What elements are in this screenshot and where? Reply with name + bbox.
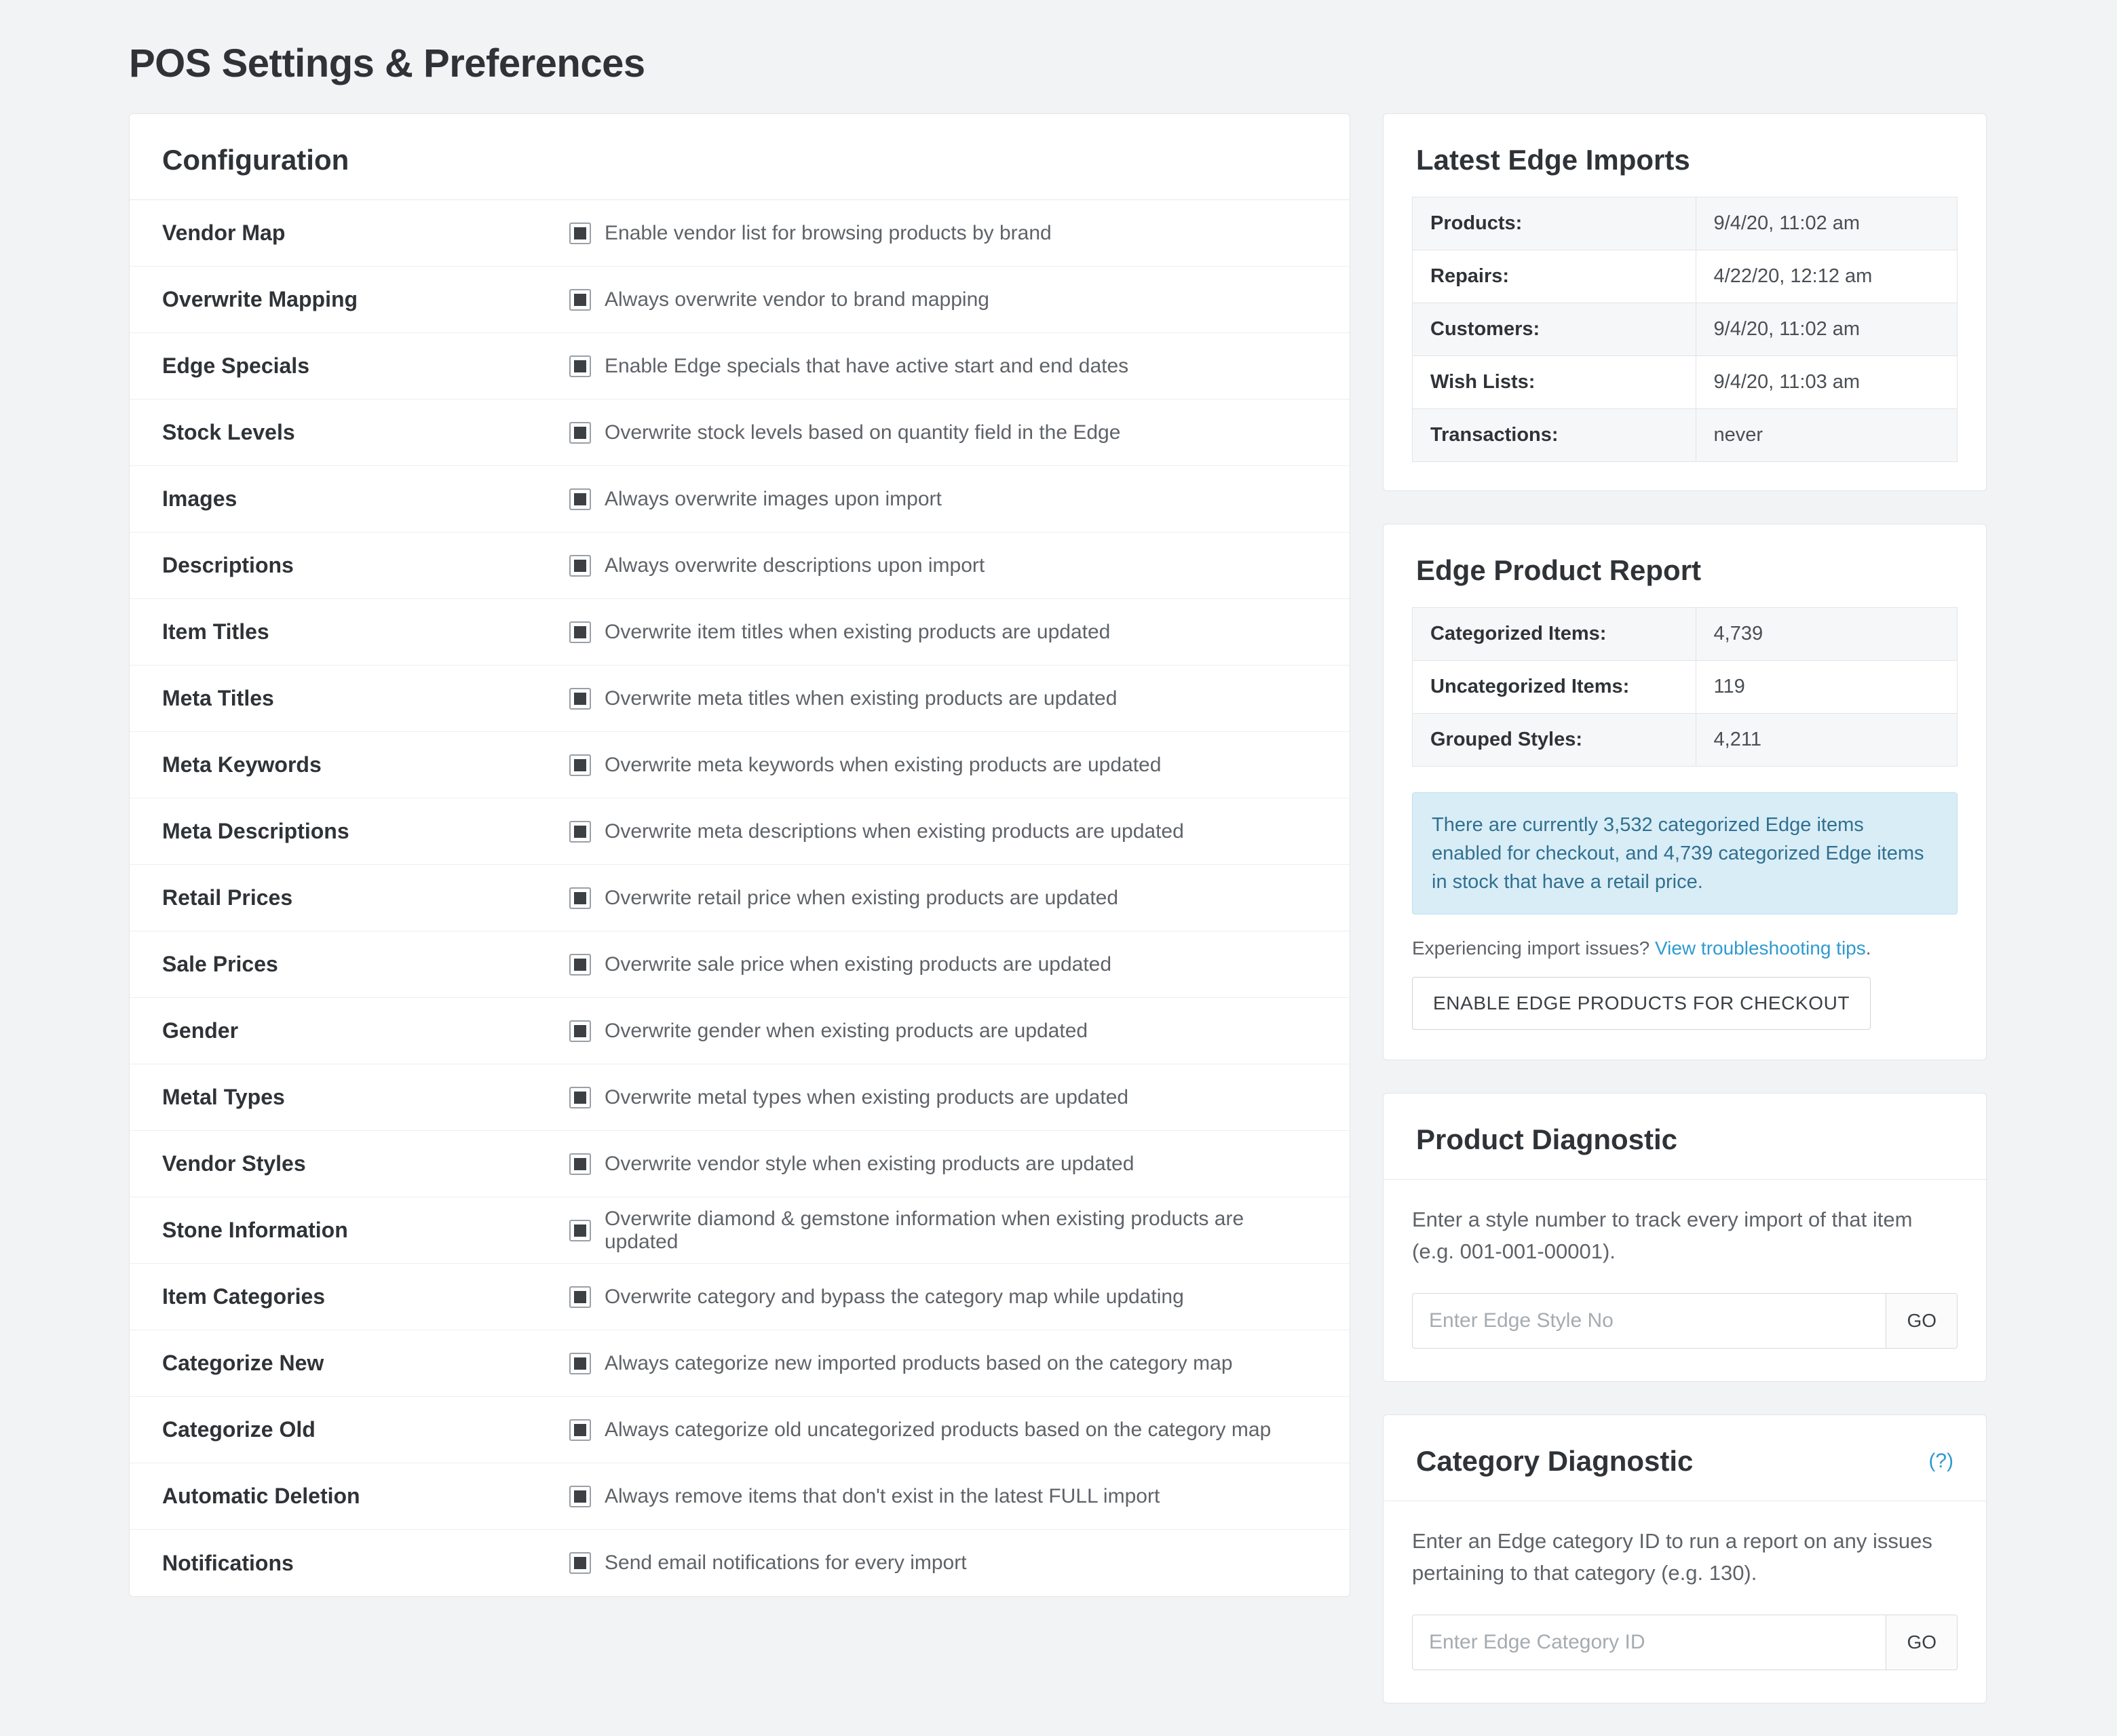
config-row-description: Always categorize old uncategorized products based on the category map: [605, 1418, 1272, 1441]
config-row-description: Always overwrite descriptions upon import: [605, 554, 985, 577]
config-row-description: Always remove items that don't exist in the latest FULL import: [605, 1484, 1160, 1507]
config-row-label: Images: [162, 486, 237, 511]
config-row: [130, 333, 1350, 400]
table-cell-value: 119: [1696, 661, 1957, 714]
config-row-control[interactable]: [569, 1153, 1134, 1176]
config-row-control[interactable]: [569, 421, 1120, 444]
config-row-label: Edge Specials: [162, 353, 309, 378]
table-cell-value: 9/4/20, 11:02 am: [1696, 303, 1957, 356]
config-row-description: Send email notifications for every import: [605, 1551, 967, 1574]
category-diagnostic-input-group: [1412, 1615, 1958, 1670]
troubleshooting-note-prefix: Experiencing import issues?: [1412, 938, 1655, 959]
config-row-control[interactable]: [569, 953, 1111, 976]
table-cell-key: Wish Lists:: [1413, 356, 1696, 409]
config-row-label: Meta Titles: [162, 686, 274, 710]
config-row: [130, 666, 1350, 732]
config-row-label: Automatic Deletion: [162, 1484, 360, 1508]
table-cell-value: 9/4/20, 11:02 am: [1696, 197, 1957, 250]
config-row-description: Overwrite item titles when existing products are updated: [605, 620, 1111, 643]
latest-edge-imports-table-wrap: [1384, 197, 1986, 490]
table-cell-key: Uncategorized Items:: [1413, 661, 1696, 714]
config-row: [130, 1330, 1350, 1397]
checkbox-icon[interactable]: [569, 688, 591, 710]
table-cell-key: Categorized Items:: [1413, 608, 1696, 661]
config-row-control[interactable]: [569, 488, 942, 511]
troubleshooting-note: [1412, 938, 1958, 959]
table-row: [1413, 250, 1958, 303]
config-row-control[interactable]: [569, 1485, 1160, 1508]
checkbox-icon[interactable]: [569, 1419, 591, 1441]
config-row-label: Retail Prices: [162, 885, 293, 910]
config-row-label: Categorize New: [162, 1351, 324, 1375]
table-cell-value: 4/22/20, 12:12 am: [1696, 250, 1957, 303]
config-row: [130, 931, 1350, 998]
checkbox-icon[interactable]: [569, 488, 591, 510]
config-row-description: Overwrite vendor style when existing products are updated: [605, 1152, 1134, 1175]
troubleshooting-link[interactable]: View troubleshooting tips: [1654, 938, 1866, 959]
edge-style-no-input[interactable]: [1412, 1293, 1886, 1349]
config-row-description: Always categorize new imported products based on the category map: [605, 1351, 1233, 1374]
config-row-control[interactable]: [569, 222, 1052, 245]
config-row-label: Overwrite Mapping: [162, 287, 358, 311]
checkbox-icon[interactable]: [569, 1353, 591, 1374]
config-row: [130, 1530, 1350, 1596]
config-row-control[interactable]: [569, 554, 985, 577]
checkbox-icon[interactable]: [569, 821, 591, 843]
config-row-label: Descriptions: [162, 553, 294, 577]
config-row-label: Vendor Map: [162, 220, 286, 245]
table-cell-value: 9/4/20, 11:03 am: [1696, 356, 1957, 409]
checkbox-icon[interactable]: [569, 954, 591, 976]
checkbox-icon[interactable]: [569, 355, 591, 377]
config-row-description: Always overwrite vendor to brand mapping: [605, 288, 989, 311]
config-row: [130, 533, 1350, 599]
category-diagnostic-title: Category Diagnostic: [1416, 1445, 1694, 1478]
config-row-control[interactable]: [569, 754, 1161, 777]
config-row-label: Meta Keywords: [162, 752, 322, 777]
config-row: [130, 865, 1350, 931]
config-row: [130, 732, 1350, 798]
checkbox-icon[interactable]: [569, 1087, 591, 1108]
category-diagnostic-go-button[interactable]: GO: [1886, 1615, 1958, 1670]
config-row-control[interactable]: [569, 887, 1118, 910]
config-row-label: Categorize Old: [162, 1417, 316, 1442]
table-row: [1413, 356, 1958, 409]
config-row-control[interactable]: [569, 1208, 1317, 1254]
latest-edge-imports-title: Latest Edge Imports: [1416, 144, 1690, 176]
checkbox-icon[interactable]: [569, 422, 591, 444]
config-row-description: Overwrite metal types when existing products are updated: [605, 1085, 1129, 1108]
config-row-description: Always overwrite images upon import: [605, 487, 942, 510]
edge-product-report-card: [1383, 524, 1987, 1060]
config-row: [130, 400, 1350, 466]
checkbox-icon[interactable]: [569, 1020, 591, 1042]
config-row: [130, 200, 1350, 267]
config-row: [130, 1397, 1350, 1463]
checkbox-icon[interactable]: [569, 754, 591, 776]
checkbox-icon[interactable]: [569, 1220, 591, 1241]
latest-edge-imports-card: [1383, 113, 1987, 491]
config-row-description: Overwrite meta descriptions when existing products are updated: [605, 819, 1184, 843]
config-row-control[interactable]: [569, 687, 1117, 710]
config-row: [130, 267, 1350, 333]
sidebar-column: [1383, 113, 1987, 1736]
table-row: [1413, 197, 1958, 250]
config-row-control[interactable]: [569, 355, 1128, 378]
config-row-control[interactable]: [569, 1551, 967, 1575]
edge-category-id-input[interactable]: [1412, 1615, 1886, 1670]
table-cell-value: never: [1696, 409, 1957, 462]
config-row-control[interactable]: [569, 1020, 1088, 1043]
config-row: [130, 1131, 1350, 1197]
page-title: POS Settings & Preferences: [129, 41, 645, 85]
config-row-description: Overwrite sale price when existing products are updated: [605, 952, 1112, 976]
config-row: [130, 998, 1350, 1064]
checkbox-icon[interactable]: [569, 1486, 591, 1507]
table-cell-key: Transactions:: [1413, 409, 1696, 462]
config-row-description: Overwrite retail price when existing products are updated: [605, 886, 1119, 909]
table-cell-key: Grouped Styles:: [1413, 714, 1696, 767]
table-row: [1413, 303, 1958, 356]
table-cell-key: Products:: [1413, 197, 1696, 250]
category-diagnostic-card: [1383, 1414, 1987, 1703]
config-row-label: Meta Descriptions: [162, 819, 349, 843]
enable-edge-products-button[interactable]: ENABLE EDGE PRODUCTS FOR CHECKOUT: [1412, 977, 1871, 1030]
table-cell-key: Repairs:: [1413, 250, 1696, 303]
troubleshooting-note-suffix: .: [1865, 938, 1871, 959]
checkbox-icon[interactable]: [569, 223, 591, 244]
product-diagnostic-description: Enter a style number to track every import of that item (e.g. 001-001-00001).: [1412, 1208, 1913, 1263]
config-row-description: Overwrite gender when existing products are updated: [605, 1019, 1088, 1042]
config-row-label: Stock Levels: [162, 420, 295, 444]
config-row-label: Item Categories: [162, 1284, 326, 1309]
latest-edge-imports-table: [1412, 197, 1958, 462]
config-row-label: Sale Prices: [162, 952, 278, 976]
checkbox-icon[interactable]: [569, 621, 591, 643]
config-row: [130, 1463, 1350, 1530]
config-row-control[interactable]: [569, 1352, 1233, 1375]
config-row-label: Stone Information: [162, 1218, 348, 1242]
config-row-description: Enable vendor list for browsing products by brand: [605, 221, 1052, 244]
product-diagnostic-input-group: [1412, 1293, 1958, 1349]
edge-product-report-table-wrap: [1384, 607, 1986, 767]
product-diagnostic-go-button[interactable]: GO: [1886, 1293, 1958, 1349]
help-icon[interactable]: (?): [1928, 1450, 1953, 1473]
config-row-control[interactable]: [569, 1286, 1184, 1309]
config-row: [130, 599, 1350, 666]
edge-product-report-table: [1412, 607, 1958, 767]
config-row-description: Overwrite category and bypass the category map while updating: [605, 1285, 1184, 1308]
config-row-description: Overwrite diamond & gemstone information when existing products are updated: [605, 1207, 1244, 1253]
product-diagnostic-card: [1383, 1093, 1987, 1382]
config-row-control[interactable]: [569, 621, 1110, 644]
config-row-label: Gender: [162, 1018, 239, 1043]
config-row-control[interactable]: [569, 1419, 1271, 1442]
configuration-column: [129, 113, 1350, 1629]
checkbox-icon[interactable]: [569, 887, 591, 909]
configuration-rows: [130, 200, 1350, 1596]
checkbox-icon[interactable]: [569, 555, 591, 577]
config-row: [130, 1264, 1350, 1330]
category-diagnostic-header: [1384, 1415, 1986, 1501]
checkbox-icon[interactable]: [569, 1286, 591, 1308]
table-row: [1413, 608, 1958, 661]
config-row-control[interactable]: [569, 1086, 1128, 1109]
config-row-label: Vendor Styles: [162, 1151, 306, 1176]
configuration-card: [129, 113, 1350, 1597]
config-row-control[interactable]: [569, 820, 1184, 843]
table-row: [1413, 661, 1958, 714]
table-cell-value: 4,739: [1696, 608, 1957, 661]
config-row-control[interactable]: [569, 288, 989, 311]
edge-report-info-box: There are currently 3,532 categorized Edge items enabled for checkout, and 4,739 categorized Edge items in stock that have a retail price.: [1412, 792, 1958, 914]
category-diagnostic-description: Enter an Edge category ID to run a report on any issues pertaining to that category (e.g. 130).: [1412, 1529, 1932, 1585]
config-row: [130, 466, 1350, 533]
checkbox-icon[interactable]: [569, 1552, 591, 1574]
checkbox-icon[interactable]: [569, 1153, 591, 1175]
config-row-description: Overwrite meta titles when existing products are updated: [605, 687, 1118, 710]
config-row: [130, 798, 1350, 865]
config-row-label: Metal Types: [162, 1085, 285, 1109]
table-cell-key: Customers:: [1413, 303, 1696, 356]
config-row-description: Overwrite meta keywords when existing products are updated: [605, 753, 1162, 776]
config-row-label: Item Titles: [162, 619, 269, 644]
config-row: [130, 1197, 1350, 1264]
table-cell-value: 4,211: [1696, 714, 1957, 767]
checkbox-icon[interactable]: [569, 289, 591, 311]
config-row: [130, 1064, 1350, 1131]
main-layout: [41, 113, 2076, 1736]
configuration-title: Configuration: [130, 114, 1350, 200]
table-row: [1413, 409, 1958, 462]
edge-product-report-title: Edge Product Report: [1416, 554, 1702, 586]
table-row: [1413, 714, 1958, 767]
config-row-description: Overwrite stock levels based on quantity field in the Edge: [605, 421, 1121, 444]
config-row-label: Notifications: [162, 1550, 294, 1575]
config-row-description: Enable Edge specials that have active start and end dates: [605, 354, 1129, 377]
product-diagnostic-title: Product Diagnostic: [1384, 1094, 1986, 1180]
